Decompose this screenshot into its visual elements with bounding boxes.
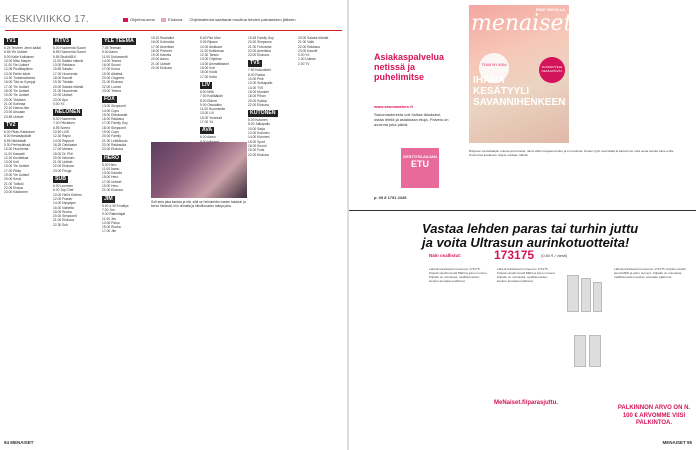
program-line: 15.00 Hero (102, 175, 119, 180)
channel-name: NELONEN (55, 109, 81, 116)
magazine-cover (469, 5, 573, 143)
program-line: 16.00 Tää on Kymppi (4, 80, 36, 85)
program-line: 15.00 Yle Uutiset (4, 164, 30, 169)
cover-issue: ENSI VIIKOLLA (535, 7, 565, 12)
contest-code-extra: (0,60 € / viesti) (541, 253, 568, 258)
program-line: 11.00 Huomiselle (200, 107, 226, 112)
program-line: 5.00 4.30 Ennätys (102, 203, 129, 208)
program-line: 20.00 Family (102, 134, 121, 139)
program-line: 17.00 Family Guy (102, 121, 128, 126)
schedule-column (102, 36, 148, 436)
program-line: 21.00 Leikkikoulu (102, 138, 128, 143)
product-bottle (574, 335, 586, 367)
program-line: 16.00 Valheita (53, 205, 74, 210)
etu-badge (401, 148, 439, 188)
program-line: 16.00 Monster (248, 89, 270, 94)
program-line: 18.00 Kauniit (53, 76, 73, 81)
tv-still-photo (151, 142, 247, 198)
program-line: 14.00 Ammattilaiset (200, 61, 229, 66)
schedule-column (53, 36, 99, 436)
program-line: 17.00 Pikku (4, 168, 22, 173)
program-line: 16.00 Kokki (200, 70, 218, 75)
program-line: 16.00 Kotiruoka (151, 40, 175, 45)
program-line: 12.05 Puoliltapäivin (4, 67, 33, 72)
program-line: 6.00 Kutonen (248, 118, 268, 123)
channel-name: TV2 (6, 122, 16, 129)
channel-block (151, 36, 197, 70)
program-line: 17.00 Jim (102, 229, 117, 234)
program-line: 22.10 Hanna-Ilse (4, 106, 30, 111)
legend-swatch (161, 18, 166, 22)
program-line: 19.00 Yle Uutiset (4, 173, 30, 178)
etu-label: ETU (411, 159, 429, 169)
divider (349, 210, 696, 211)
channel-name: MTV3 (55, 38, 69, 44)
program-line: 9.05 Ripaus (200, 40, 218, 45)
program-line: 6.55 Yle Uutiset (4, 50, 28, 55)
contest-title: Vastaa lehden paras tai turhin juttu ja voita Ultrasun aurinkotuotteita! (422, 221, 639, 250)
news-text: Riippuen kestotilaajan edusta ja hinnasta, tämä viikko tarjoaa lehden ja eri tuotteita. Kesän tyylit ovat täällä ja katsomme mitä uusia asioita tulee esille. Uusimmat kesäkuun ohjeet voidaan nähdä. (469, 150, 675, 157)
program-line: 11.00 Dokumentti (102, 54, 128, 59)
program-line: 8.00 Top Chef (53, 188, 74, 193)
program-line: 21.00 Uutiset (151, 61, 171, 66)
channel-block (4, 120, 50, 194)
program-line: 10.00 Sarja (248, 126, 265, 131)
program-line: 13.00 Koti (4, 160, 19, 165)
program-line: 12.20 Kuvitelkaa (4, 155, 29, 160)
page-date: KESKIVIIKKO 17. (5, 14, 89, 25)
product-bottle (567, 275, 579, 312)
program-line: 17.00 Yö (200, 120, 214, 125)
program-line: 20.00 Ooppera (102, 76, 124, 81)
program-line: 5.00 Huomenta (53, 117, 76, 122)
program-line: 23.00 Elokuva (102, 147, 123, 152)
program-line: 21.00 Futurama (248, 44, 272, 49)
channel-block (102, 153, 148, 193)
program-line: 19.00 Yle Uutiset (4, 93, 30, 98)
program-line: 13.00 Simpsonit (102, 104, 126, 109)
program-line: 19.00 Cops (102, 130, 119, 135)
divider (5, 30, 342, 31)
ad-phone: p. 09 8 1791 2345 (374, 195, 407, 200)
product-bottle (593, 282, 602, 312)
program-line: 8.00 Hero (102, 162, 117, 167)
program-line: 7.05 Teeman (102, 46, 122, 50)
program-line: 20.00 Simpsonit (53, 214, 77, 219)
etu-kesto: KESTOTILAAJAN (403, 154, 437, 159)
program-line: 0.00 Yö (298, 53, 310, 58)
channel-name: JIM (104, 195, 113, 202)
program-line: 9.00 Kalle Kotilainen (4, 54, 35, 59)
channel-block (200, 36, 246, 79)
program-line: 11.00 Salatut elämät (53, 58, 83, 63)
program-line: 21.00 Kotimaa (4, 101, 26, 106)
program-line: 14.30 Tuntemattomia (4, 76, 35, 81)
program-line: 18.00 Yle Uutiset (4, 88, 30, 93)
program-line: 23.00 Teema (102, 88, 122, 93)
program-line: 18.00 Suomi (248, 143, 267, 148)
ad-url[interactable]: www.sanomastore.fi (374, 104, 413, 109)
program-line: 14.00 Nykyajan (53, 201, 76, 206)
program-line: 21.00 Huomenta (53, 88, 78, 93)
program-line: 13.00 Paluu (102, 220, 120, 225)
product-bottle (581, 278, 591, 312)
program-line: 17.00 Mantra (53, 147, 73, 152)
program-line: 20.00 Kesä (4, 177, 21, 182)
program-line: 12.00 Kutonen (248, 131, 270, 136)
program-line: 10.00 Hell's Kitchen (53, 192, 83, 197)
channel-block (298, 36, 344, 66)
ad-title: Asiakaspalvelua netissä ja puhelimitse (374, 52, 445, 82)
program-line: 22.00 Elokuva (248, 152, 269, 157)
photo-caption: Sofi tarts jaka kantaa ja etä, sillä se heimkeiden lasten takaisin ja kertoi hänestä, lelu olimalla ja kiitollisuuden taitoja jaka. (151, 200, 246, 209)
program-line: 23.00 Apu (53, 97, 68, 102)
program-line: 6.00 Pikku Kakkonen (4, 130, 35, 135)
program-line: 8.00 Elämä (200, 98, 217, 103)
program-line: 23.00 Kauniit (298, 48, 318, 53)
program-line: 16.25 Ostolaiset (53, 142, 77, 147)
program-line: 19.00 Kahvila (151, 53, 171, 58)
program-line: 22.00 Elokuva (53, 164, 74, 169)
cover-pill: TEAM MY ANNI (479, 53, 509, 83)
program-line: 17.00 Korsa (102, 67, 120, 72)
program-line: 15.00 Yhdessä (200, 115, 222, 120)
program-line: 13.00 Reiän kävin (4, 71, 31, 76)
channel-block (200, 80, 246, 124)
program-line: 22.00 Luonto (102, 84, 122, 89)
page-number: MENAISET 95 (662, 440, 692, 445)
program-line: 18.00 Simpsonit (102, 125, 126, 130)
contest-url[interactable]: MeNaiset.fi/parasjuttu. (494, 400, 559, 406)
channel-block (102, 36, 148, 93)
program-line: 13.00 LIV (200, 111, 215, 116)
program-line: 18.00 Ruoka (53, 209, 72, 214)
program-line: 20.00 Aamu (151, 57, 169, 62)
program-line: 22.00 Amerikka (248, 48, 271, 53)
program-line: 20.00 Kyklop (248, 98, 268, 103)
program-line: 21.00 Elokuva (53, 218, 74, 223)
channel-block (248, 108, 294, 157)
program-line: 18.00 Pihan (248, 94, 266, 99)
program-line: 23.00 Ainoaan (4, 110, 26, 115)
legend-swatch (123, 18, 128, 22)
channel-block (248, 58, 294, 107)
legend (118, 17, 297, 22)
schedule-column (151, 36, 197, 136)
program-line: 15.10 Ruokailut (151, 36, 174, 40)
program-line: 15.00 Ruoka (102, 225, 121, 230)
channel-block (102, 194, 148, 234)
channel-block (4, 36, 50, 119)
schedule-column (298, 36, 344, 136)
channel-name: SUB (55, 176, 66, 183)
program-line: 7.00 Jim (102, 207, 115, 212)
schedule-column (200, 36, 246, 436)
program-line: 8.40 Pan Man (200, 36, 221, 40)
contest-code: 173175 (494, 248, 535, 262)
program-line: 10.50 LIVE (53, 130, 70, 135)
program-line: 23.55 Uutiset (4, 114, 24, 119)
program-line: 9.30 Perhepiirissä (4, 142, 31, 147)
program-line: 6.00 Lemmen (53, 184, 74, 189)
program-line: 19.00 Aikalisä (102, 71, 123, 76)
program-line: 0.00 Yö (53, 101, 65, 106)
channel-name: KUTONEN (250, 110, 276, 117)
cover-title: menaiset (471, 11, 573, 36)
program-line: 18.00 Perheet (151, 48, 172, 53)
program-line: 17.00 Amerikan (151, 44, 174, 49)
program-line: 14.00 Rapport (53, 138, 74, 143)
legend-label: Ohjelma-arvio (130, 17, 155, 22)
cover-badge: SUUNNITTELE KESÄAPÄIVÄT (539, 57, 565, 83)
channel-name: TV1 (6, 38, 16, 44)
program-line: 12.30 Rapio (53, 134, 71, 139)
program-line: 23.00 Fringe (53, 168, 72, 173)
program-line: 21.00 Elokuva (102, 188, 123, 193)
program-line: 15.00 Koti (200, 66, 215, 71)
program-line: 6.00 Huomenta Suomi (53, 46, 86, 50)
program-line: 2.00 TV (298, 61, 310, 66)
program-line: 10.00 Huomenta (4, 147, 29, 152)
channel-name: LIV (202, 81, 211, 88)
channel-name: YLE TEEMA (104, 38, 134, 44)
program-line: 12.30 Tanssi (200, 53, 219, 58)
program-line: 20.00 Salatut elämät (298, 36, 329, 40)
program-line: 23.00 Kakkonen (4, 190, 28, 195)
program-line: 8.00 Jalkapallo (248, 122, 270, 127)
program-line: 9.55 Studio55.fi (53, 54, 76, 59)
channel-block (53, 107, 99, 173)
schedule-column (4, 36, 50, 436)
program-line: 16.00 Sport (248, 139, 266, 144)
schedule-column (248, 36, 294, 436)
left-page (0, 0, 347, 450)
program-line: 8.55 Sorted (53, 125, 71, 130)
contest-body: Lähetä tekstiviesti numeroon 173175. Kirjoita viestiin koodi MEN ja jutun numero. Kilpailu on voimassa, osallistuneiden kesken arvotaan palkinnot. (429, 268, 488, 283)
ad-body: Sanomastoresta voit hoitaa tilauksesi, ostaa lehtiä ja asiakkaan etuja. Palvelu on avoinna joka päivä. (374, 112, 449, 127)
program-line: 13.00 Rakkaus (53, 63, 75, 68)
program-line: 10.00 Alokkaat (200, 44, 222, 49)
program-line: 22.30 Sub (53, 222, 69, 227)
channel-block (102, 94, 148, 151)
right-page (349, 0, 696, 450)
program-line: 14.00 Kutonen (248, 135, 270, 140)
program-line: 11.00 Kasvatti (4, 151, 25, 156)
program-line: 21.00 Uutiset (53, 160, 73, 165)
program-line: 1.00 Uutiset (298, 57, 316, 62)
program-line: 20.00 Simpsons (248, 40, 272, 45)
prize-text: PALKINNON ARVO ON N. 100 € ARVOMME VIISI PALKINTOA. (617, 405, 691, 426)
program-line: 9.00 Ostolakko (200, 102, 222, 107)
cover-headline: IHANA KESÄTYYLI SAVANNIHENKEEN (473, 75, 566, 108)
program-line: 22.00 Rakkaus (298, 44, 320, 49)
program-line: 7.50 Kotiuutiset (248, 68, 271, 73)
program-line: 19.45 Family Guy (248, 36, 274, 40)
program-line: 19.00 Hero (102, 184, 119, 189)
program-line: 15.55 Salattu (53, 67, 73, 72)
program-line: 6.00 Aamu (200, 135, 216, 140)
program-line: 14.00 Teema (102, 58, 122, 63)
program-line: 15.00 Ellenkaulat (102, 112, 128, 117)
program-line: 7.00 Päiväinen (53, 121, 75, 126)
program-line: 11.00 Jim (102, 216, 117, 221)
program-line: 17.00 Huomenta (53, 71, 78, 76)
program-line: 22.00 Uutiset (53, 93, 73, 98)
legend-note: Ohjelmatiedot saattavat muuttua lehden painamisen jälkeen. (189, 17, 297, 22)
channel-name: FOX (104, 96, 115, 103)
program-line: 20.00 Salatut elämät (53, 84, 84, 89)
program-line: 16.00 Rakkaus (102, 117, 124, 122)
program-line: 17.00 Yle Uutiset (4, 84, 30, 89)
program-line: 22.00 Elokuva (151, 66, 172, 71)
program-line: 14.00 Cops (102, 108, 119, 113)
channel-name: HERO (104, 154, 119, 161)
legend-label: Elokuva (168, 17, 183, 22)
program-line: 6.25 Terveen Jenni kaikki (4, 46, 41, 50)
program-line: 8.55 Huomenta Suomi (53, 50, 86, 55)
program-line: 17.00 Kettu (200, 74, 217, 79)
program-line: 9.00 Rakentajat (102, 212, 126, 217)
program-line: 21.00 Valin (298, 40, 315, 45)
program-line: 16.00 Suomi (102, 63, 121, 68)
program-line: 13.00 Ohjelma (200, 57, 222, 62)
program-line: 17.00 Uutiset (102, 179, 122, 184)
program-line: 21.00 Tulituki (4, 181, 24, 186)
program-line: 11.00 Aamu (102, 166, 120, 171)
contest-body: Lähetä tekstiviesti numeroon 173175. Kirjoita viestiin koodi MEN ja jutun numero. Kilpailu on voimassa, osallistuneiden kesken arvotaan palkinnot. (497, 268, 556, 283)
channel-block (53, 36, 99, 106)
program-line: 23.00 Elokuva (248, 53, 269, 58)
channel-block (53, 174, 99, 227)
channel-block (248, 36, 294, 57)
program-line: 14.00 TV5 (248, 85, 264, 90)
program-line: 6.00 Mitä (200, 89, 214, 94)
program-line: 20.00 Futis (248, 148, 265, 153)
contest-code-label: Näin osallistut: (429, 253, 462, 258)
program-line: 8.40 Ruoka (248, 72, 265, 77)
program-line: 11.00 Yle Uutiset (4, 63, 29, 68)
program-line: 22.00 Rakkautta (102, 142, 127, 147)
program-line: 8.55 Nikkelitalli (4, 138, 26, 143)
program-line: 21.00 Elokuva (102, 80, 123, 85)
program-line: 13.00 Kahvila (102, 171, 122, 176)
program-line: 20.00 Nelonen (53, 155, 75, 160)
page-number: 94 MENAISET (4, 440, 34, 445)
program-line: 8.00 Kesäsäpäivät (4, 134, 32, 139)
product-bottle (589, 335, 601, 367)
program-line: 11.00 Kelttomaa (200, 48, 224, 53)
program-line: 9.00 Aamu (102, 50, 118, 55)
channel-name: TV5 (250, 60, 260, 67)
program-line: 18.00 Dr. Phil (53, 151, 73, 156)
program-line: 20.00 Ykkösen (4, 97, 26, 102)
program-line: 10.00 Miss Marple (4, 58, 31, 63)
program-line: 12.00 Frasier (53, 196, 73, 201)
program-line: 12.00 Sulkapallo (248, 81, 273, 86)
prize-body: Lähetä tekstiviesti numeroon 173175. Kirjoita viestiin koodi MEN ja jutun numero. Kilpailu on voimassa, osallistuneiden kesken arvotaan palkinnot. (614, 268, 687, 279)
program-line: 19.30 Tänään (53, 80, 74, 85)
program-line: 22.05 Elokuu (4, 185, 24, 190)
program-line: 7.00 Kotilääkäri (200, 94, 223, 99)
program-line: 10.00 Pelit (248, 77, 264, 82)
channel-name: AVA (202, 127, 213, 134)
program-line: 22.00 Elokuva (248, 102, 269, 107)
